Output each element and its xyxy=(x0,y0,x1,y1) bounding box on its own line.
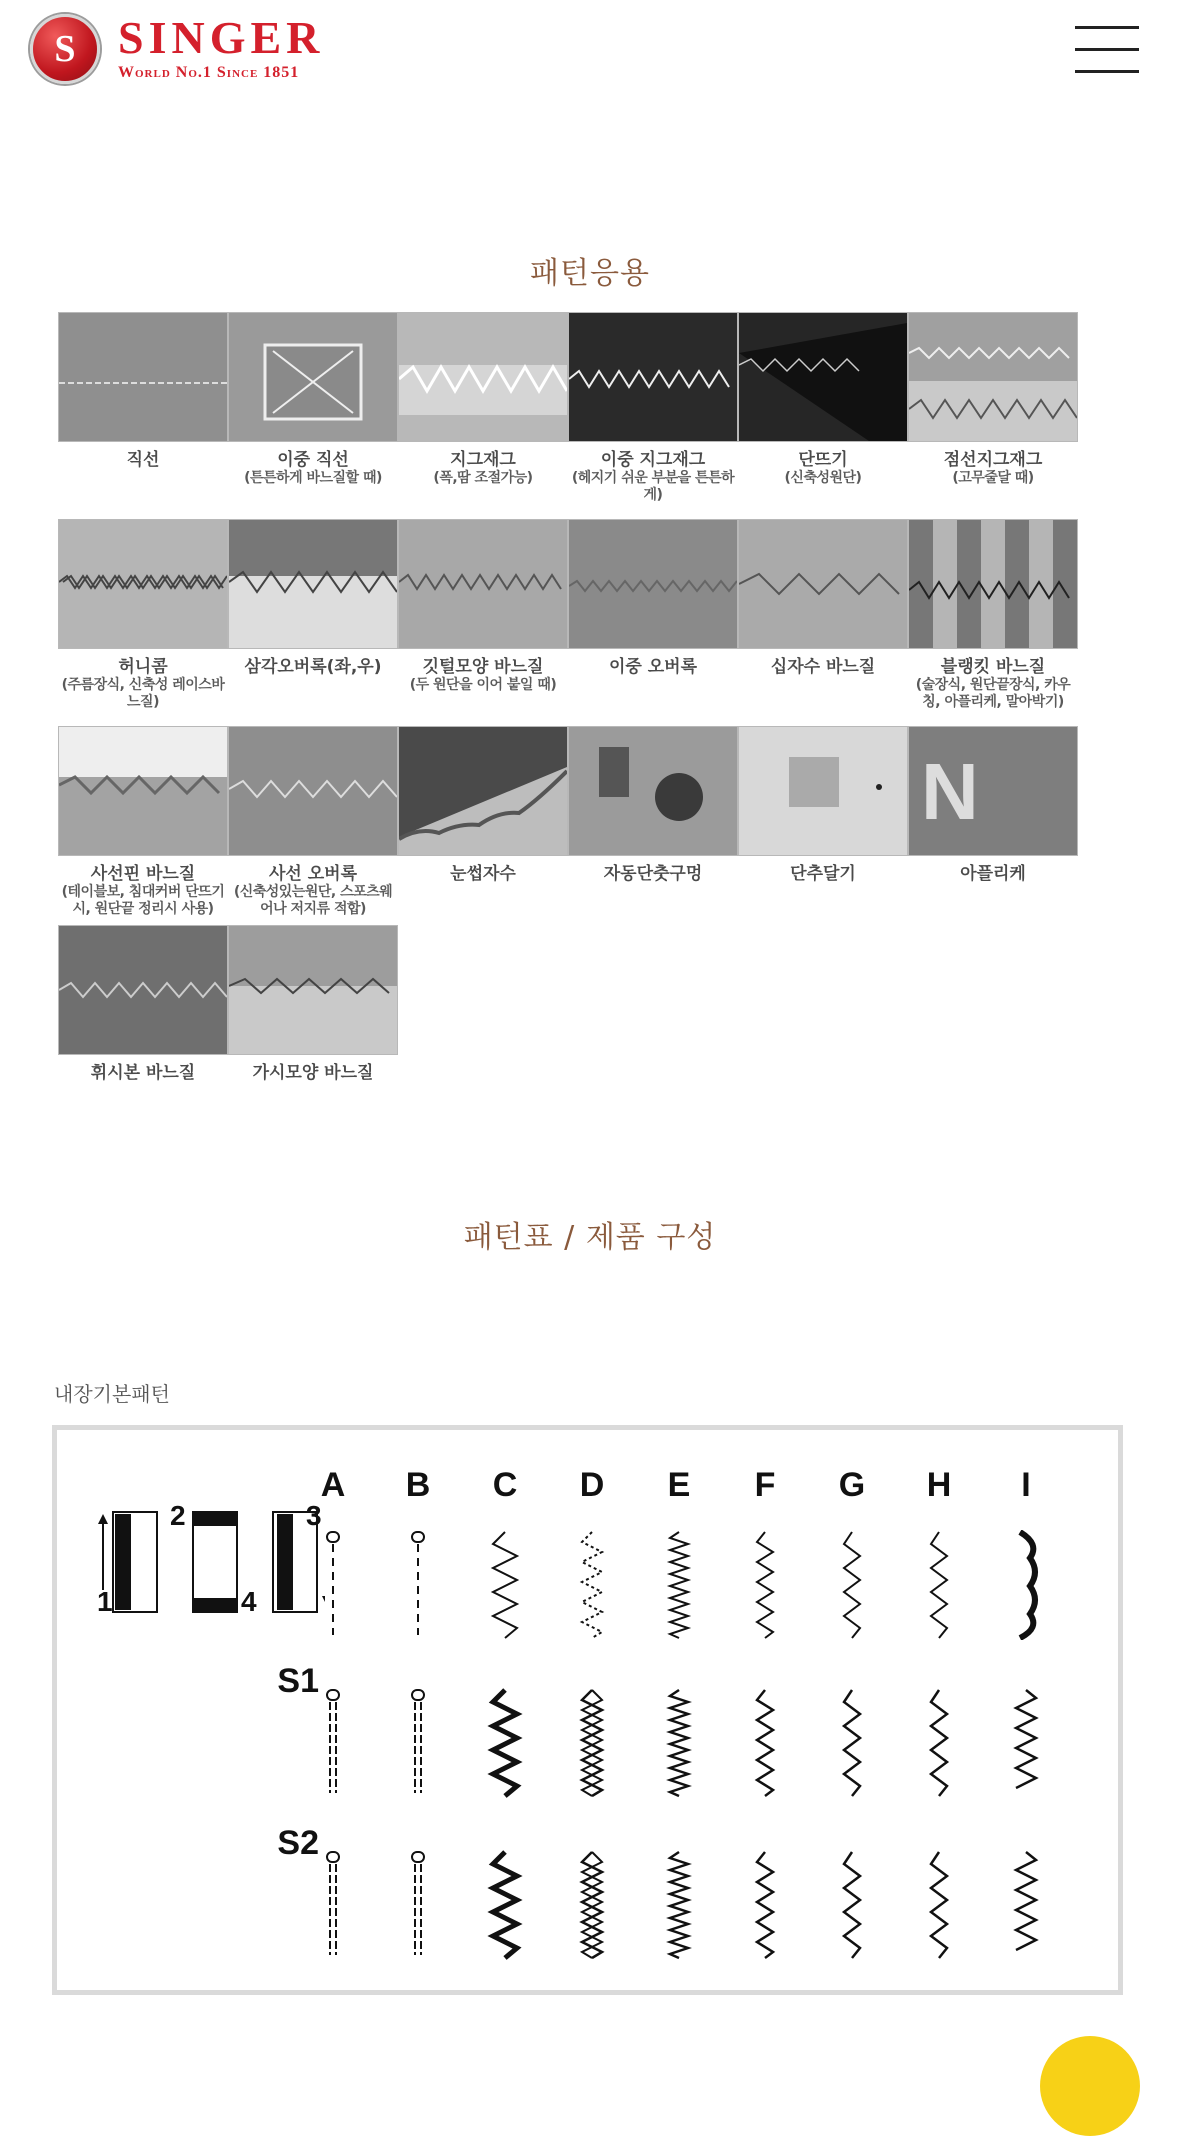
pattern-swatch-card xyxy=(738,726,908,884)
pattern-note: (두 원단을 이어 붙일 때) xyxy=(409,677,557,693)
pattern-swatch-card xyxy=(568,312,738,504)
pattern-name: 지그재그 xyxy=(450,450,516,470)
pattern-swatch-card xyxy=(908,312,1078,487)
stitch-pattern-icon[interactable] xyxy=(1006,1688,1046,1798)
svg-text:N: N xyxy=(921,747,979,836)
pattern-column-i: I xyxy=(1021,1466,1031,1504)
pattern-swatch-image xyxy=(58,925,228,1055)
pattern-name: 단뜨기 xyxy=(798,450,848,470)
pattern-name: 이중 직선 xyxy=(277,450,349,470)
pattern-swatch-image xyxy=(738,519,908,649)
stitch-pattern-icon[interactable] xyxy=(919,1530,959,1640)
stitch-pattern-icon[interactable] xyxy=(1006,1850,1046,1960)
pattern-column-g: G xyxy=(838,1466,866,1504)
pattern-swatch-card xyxy=(738,519,908,677)
floating-action-button[interactable] xyxy=(1040,2036,1140,2136)
stitch-pattern-icon[interactable] xyxy=(572,1850,612,1960)
pattern-name: 휘시본 바느질 xyxy=(90,1063,196,1083)
pattern-swatch-card xyxy=(908,519,1078,711)
stitch-pattern-icon[interactable] xyxy=(313,1688,353,1798)
pattern-name: 눈썹자수 xyxy=(450,864,516,884)
pattern-name: 이중 지그재그 xyxy=(600,450,706,470)
stitch-pattern-icon[interactable] xyxy=(659,1850,699,1960)
stitch-pattern-icon[interactable] xyxy=(485,1688,525,1798)
pattern-column-e: E xyxy=(667,1466,691,1504)
pattern-swatch-image xyxy=(228,312,398,442)
stitch-pattern-icon[interactable] xyxy=(745,1850,785,1960)
needle-position-1: 1 xyxy=(97,1586,113,1617)
pattern-note: (주름장식, 신축성 레이스바느질) xyxy=(61,677,225,710)
pattern-note: (고무줄달 때) xyxy=(952,470,1034,486)
logo-badge xyxy=(30,14,100,84)
needle-position-diagram xyxy=(95,1490,325,1620)
stitch-pattern-icon[interactable] xyxy=(485,1530,525,1640)
pattern-swatch-image xyxy=(228,726,398,856)
pattern-name: 깃털모양 바느질 xyxy=(422,657,544,677)
pattern-name: 사선핀 바느질 xyxy=(90,864,196,884)
stitch-pattern-icon[interactable] xyxy=(485,1850,525,1960)
pattern-note: (신축성있는원단, 스포츠웨어나 저지류 적합) xyxy=(233,884,393,917)
stitch-pattern-icon[interactable] xyxy=(659,1688,699,1798)
pattern-name: 직선 xyxy=(126,450,160,470)
pattern-note: (테이블보, 침대커버 단뜨기시, 원단끝 정리시 사용) xyxy=(61,884,225,917)
logo-letter: S xyxy=(54,28,76,70)
pattern-swatch-image xyxy=(908,726,1078,856)
pattern-swatch-card xyxy=(398,519,568,694)
needle-position-4: 4 xyxy=(241,1586,257,1617)
pattern-note: (신축성원단) xyxy=(784,470,862,486)
pattern-name: 점선지그재그 xyxy=(943,450,1043,470)
pattern-column-h: H xyxy=(926,1466,952,1504)
site-header xyxy=(0,0,1180,110)
pattern-swatch-card xyxy=(58,519,228,711)
stitch-pattern-icon[interactable] xyxy=(832,1530,872,1640)
stitch-pattern-icon[interactable] xyxy=(398,1850,438,1960)
needle-position-2: 2 xyxy=(170,1500,186,1531)
pattern-name: 자동단춧구멍 xyxy=(603,864,703,884)
needle-position-3: 3 xyxy=(306,1500,322,1531)
pattern-note: (폭,땀 조절가능) xyxy=(433,470,533,486)
pattern-swatch-image xyxy=(568,312,738,442)
pattern-name: 허니콤 xyxy=(118,657,168,677)
brand-tagline: World No.1 Since 1851 xyxy=(118,64,300,81)
pattern-swatch-card xyxy=(398,312,568,487)
stitch-pattern-icon[interactable] xyxy=(572,1530,612,1640)
pattern-note: (술장식, 원단끝장식, 카우칭, 아플리케, 말아박기) xyxy=(915,677,1071,710)
pattern-chart xyxy=(52,1425,1123,1995)
pattern-swatch-image xyxy=(58,312,228,442)
pattern-name: 가시모양 바느질 xyxy=(252,1063,374,1083)
pattern-name: 십자수 바느질 xyxy=(770,657,876,677)
pattern-swatch-card xyxy=(398,726,568,884)
stitch-pattern-icon[interactable] xyxy=(313,1850,353,1960)
pattern-swatch-image xyxy=(228,519,398,649)
pattern-swatch-card xyxy=(228,925,398,1083)
stitch-pattern-icon[interactable] xyxy=(313,1530,353,1640)
pattern-swatch-image xyxy=(58,726,228,856)
pattern-column-c: C xyxy=(492,1466,518,1504)
pattern-swatch-image xyxy=(398,519,568,649)
pattern-swatch-card xyxy=(58,925,228,1083)
stitch-pattern-icon[interactable] xyxy=(919,1850,959,1960)
pattern-swatch-card xyxy=(568,726,738,884)
pattern-swatch-card xyxy=(228,726,398,918)
pattern-swatch-card xyxy=(738,312,908,487)
pattern-swatch-image xyxy=(738,312,908,442)
pattern-table-title: 패턴표 / 제품 구성 xyxy=(463,1220,717,1255)
stitch-pattern-icon[interactable] xyxy=(1006,1530,1046,1640)
stitch-pattern-icon[interactable] xyxy=(832,1850,872,1960)
builtin-pattern-label: 내장기본패턴 xyxy=(54,1382,170,1406)
pattern-swatch-image xyxy=(398,726,568,856)
singer-logo[interactable] xyxy=(30,14,324,84)
pattern-swatch-image xyxy=(228,925,398,1055)
stitch-pattern-icon[interactable] xyxy=(659,1530,699,1640)
pattern-swatch-image xyxy=(398,312,568,442)
pattern-swatch-card xyxy=(58,726,228,918)
pattern-name: 이중 오버록 xyxy=(608,657,698,677)
pattern-swatch-card xyxy=(58,312,228,470)
pattern-column-d: D xyxy=(579,1466,605,1504)
pattern-column-f: F xyxy=(754,1466,776,1504)
brand-name: SINGER xyxy=(118,12,325,63)
stitch-pattern-icon[interactable] xyxy=(745,1688,785,1798)
pattern-swatch-image xyxy=(568,726,738,856)
stitch-pattern-icon[interactable] xyxy=(832,1688,872,1798)
pattern-swatch-card xyxy=(228,519,398,677)
pattern-swatch-image xyxy=(568,519,738,649)
pattern-column-a: A xyxy=(320,1466,346,1504)
pattern-name: 삼각오버록(좌,우) xyxy=(244,657,382,677)
pattern-name: 블랭킷 바느질 xyxy=(940,657,1046,677)
row-label-s2: S2 xyxy=(277,1824,319,1862)
pattern-use-title: 패턴응용 xyxy=(530,256,650,291)
pattern-swatch-image xyxy=(58,519,228,649)
pattern-swatch-card xyxy=(228,312,398,487)
pattern-note: (튼튼하게 바느질할 때) xyxy=(244,470,382,486)
stitch-pattern-icon[interactable] xyxy=(398,1530,438,1640)
hamburger-menu-icon[interactable] xyxy=(1075,22,1139,78)
pattern-note: (헤지기 쉬운 부분을 튼튼하게) xyxy=(571,470,735,503)
pattern-swatch-image xyxy=(908,519,1078,649)
pattern-column-b: B xyxy=(405,1466,431,1504)
pattern-name: 아플리케 xyxy=(960,864,1026,884)
stitch-pattern-icon[interactable] xyxy=(919,1688,959,1798)
stitch-pattern-icon[interactable] xyxy=(572,1688,612,1798)
stitch-pattern-icon[interactable] xyxy=(398,1688,438,1798)
pattern-name: 사선 오버록 xyxy=(268,864,358,884)
pattern-swatch-card xyxy=(568,519,738,677)
row-label-s1: S1 xyxy=(277,1662,319,1700)
pattern-swatch-card xyxy=(908,726,1078,884)
pattern-name: 단추달기 xyxy=(790,864,856,884)
pattern-swatch-image xyxy=(908,312,1078,442)
stitch-pattern-icon[interactable] xyxy=(745,1530,785,1640)
pattern-swatch-image xyxy=(738,726,908,856)
